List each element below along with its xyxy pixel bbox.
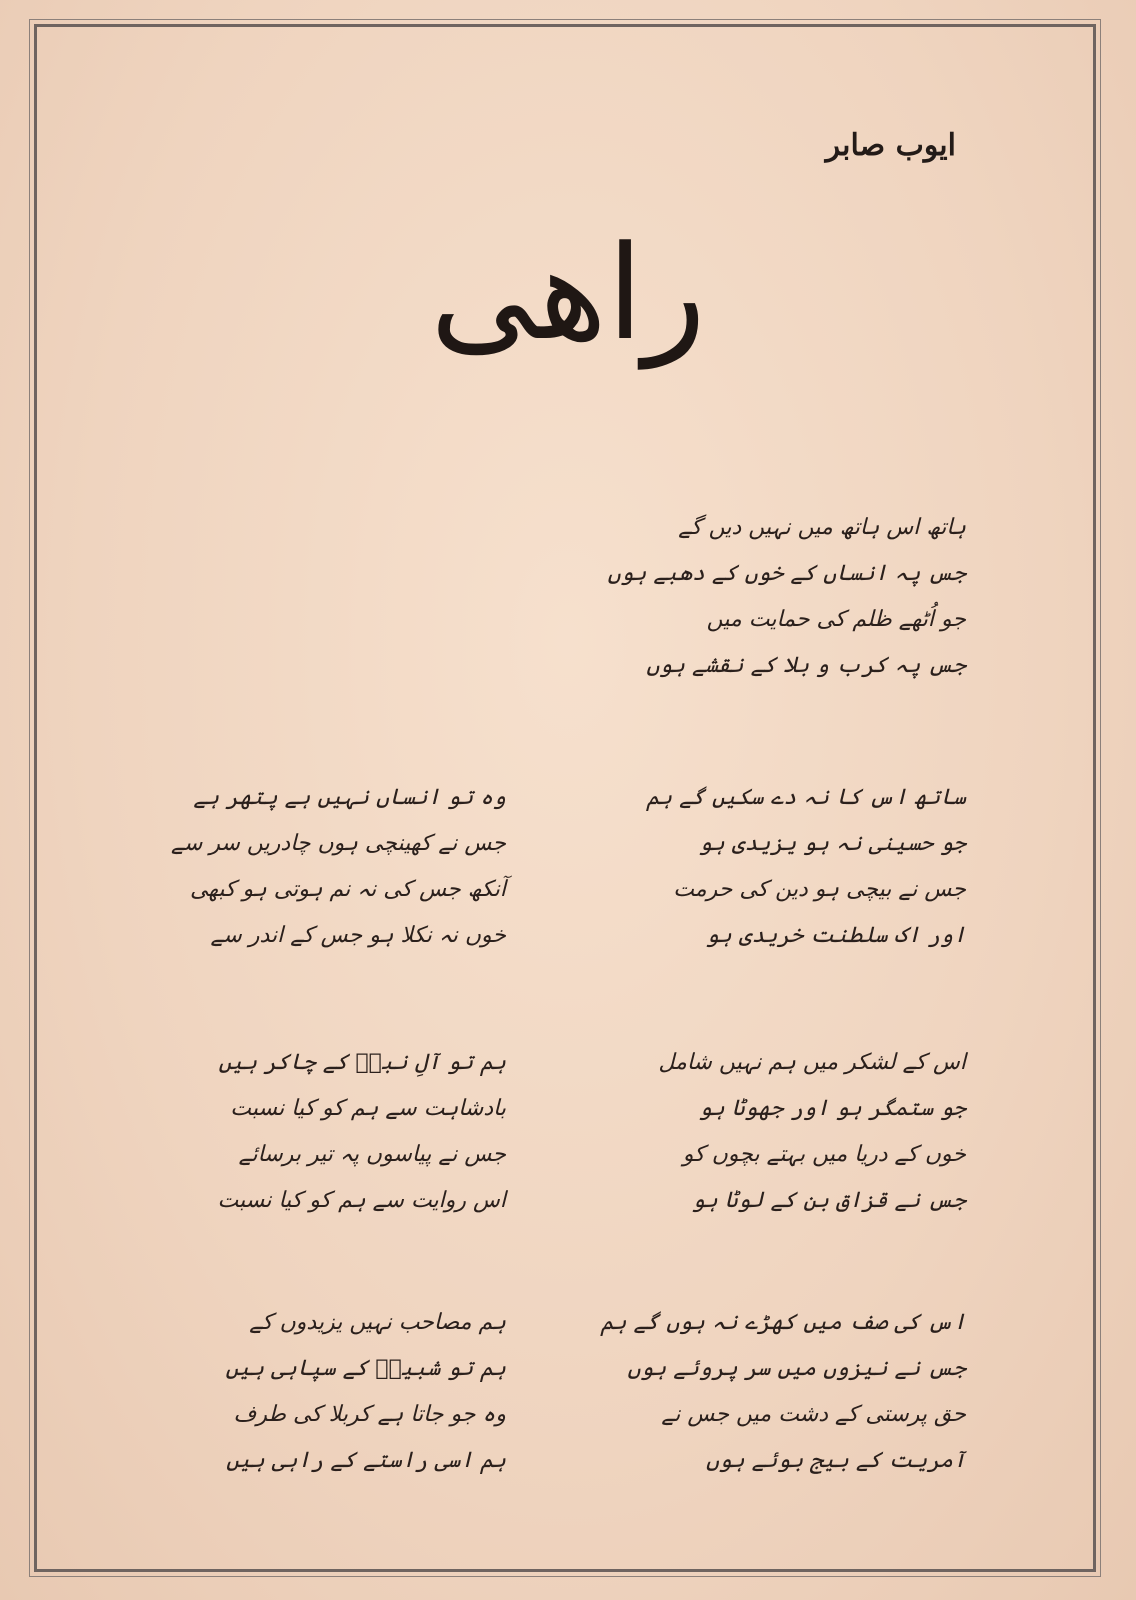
poem-line: جس پہ کرب و بلا کے نقشے ہوں (646, 653, 966, 678)
poem-line: اور اک سلطنت خریدی ہو (705, 923, 966, 948)
poem-line: جس نے کھینچی ہوں چادریں سر سے (171, 831, 506, 856)
stanza-4 (658, 1040, 966, 1224)
poem-line: وہ تو انساں نہیں ہے پتھر ہے (193, 785, 506, 810)
poem-line: جس نے پیاسوں پہ تیر برسائے (238, 1142, 506, 1167)
stanza-7 (225, 1300, 506, 1484)
stanza-2 (646, 775, 966, 959)
stanza-1 (608, 505, 966, 689)
poem-line: جو ستمگر ہو اور جھوٹا ہو (699, 1096, 966, 1121)
poem-line: ہم اسی راستے کے راہی ہیں (226, 1448, 506, 1473)
poem-line: آنکھ جس کی نہ نم ہوتی ہو کبھی (189, 877, 506, 902)
poem-line: جس نے بیچی ہو دین کی حرمت (673, 877, 966, 902)
poem-line: جس پہ انساں کے خوں کے دھبے ہوں (607, 561, 966, 586)
poem-line: ساتھ اس کا نہ دے سکیں گے ہم (646, 785, 966, 810)
poem-line: اس کی صف میں کھڑے نہ ہوں گے ہم (600, 1310, 966, 1335)
author-name: ایوب صابر (825, 128, 956, 163)
poem-line: جس نے قزاق بن کے لوٹا ہو (692, 1188, 966, 1213)
poem-line: حق پرستی کے دشت میں جس نے (661, 1402, 966, 1427)
poem-line: ہم مصاحب نہیں یزیدوں کے (249, 1310, 506, 1335)
poem-line: خوں کے دریا میں بہتے بچوں کو (682, 1142, 966, 1167)
poem-line: ہاتھ اس ہاتھ میں نہیں دیں گے (678, 515, 966, 540)
poem-line: اس کے لشکر میں ہم نہیں شامل (658, 1050, 966, 1075)
poem-line: بادشاہت سے ہم کو کیا نسبت (230, 1096, 506, 1121)
poem-line: جس نے نیزوں میں سر پروئے ہوں (627, 1356, 966, 1381)
poem-title: راهی (430, 217, 706, 369)
poem-line: ہم تو آلِ نبیؐ کے چاکر ہیں (218, 1050, 506, 1075)
poem-line: جو اُٹھے ظلم کی حمایت میں (706, 607, 966, 632)
poem-line: اس روایت سے ہم کو کیا نسبت (217, 1188, 506, 1213)
poem-line: جو حسینی نہ ہو یزیدی ہو (699, 831, 966, 856)
stanza-5 (217, 1040, 506, 1224)
poem-line: آمریت کے بیج بوئے ہوں (705, 1448, 966, 1473)
poem-line: ہم تو شبیرؑ کے سپاہی ہیں (225, 1356, 506, 1381)
poem-line: وہ جو جاتا ہے کربلا کی طرف (233, 1402, 506, 1427)
stanza-3 (171, 775, 506, 959)
stanza-6 (601, 1300, 966, 1484)
poem-line: خوں نہ نکلا ہو جس کے اندر سے (210, 923, 506, 948)
